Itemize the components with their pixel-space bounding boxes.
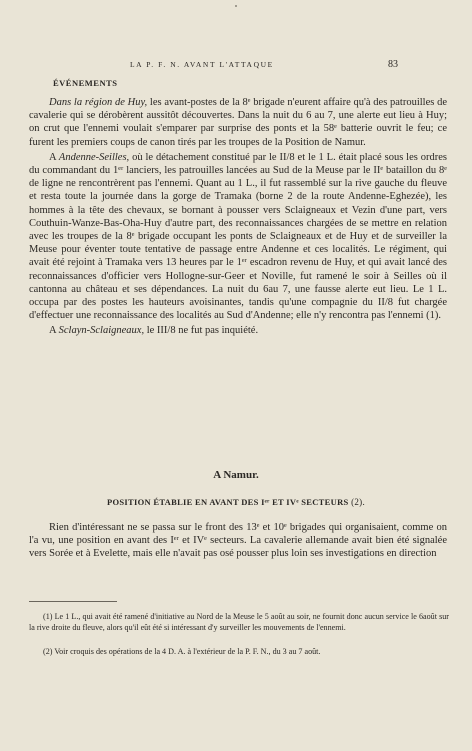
paragraph-huy [29, 96, 447, 149]
namur-body [29, 521, 447, 563]
events-heading: ÉVÉNEMENTS [53, 78, 118, 88]
paragraph-sclayn-lead: A [49, 325, 59, 337]
paragraph-andenne [29, 151, 447, 323]
running-title: LA P. F. N. AVANT L'ATTAQUE [130, 60, 274, 69]
events-body [29, 96, 447, 340]
section-subtitle-text: POSITION ÉTABLIE EN AVANT DES Iᵉʳ ET IVᵉ SECTEURS [106, 497, 349, 507]
running-header [0, 60, 472, 74]
paragraph-sclayn [29, 324, 447, 337]
place-andenne: Andenne-Seilles, [58, 151, 130, 163]
place-sclayn: Sclayn-Sclaigneaux, [58, 325, 145, 337]
footnote-rule [29, 601, 117, 602]
page-speck [235, 5, 237, 7]
footnote-2: (2) Voir croquis des opérations de la 4 D. A. à l'extérieur de la P. F. N., du 3 au 7 août. [43, 647, 321, 656]
page-number: 83 [388, 59, 398, 70]
section-subtitle-ref: (2). [348, 497, 366, 507]
footnote-1: (1) Le 1 L., qui avait été ramené d'initiative au Nord de la Meuse le 5 août au soir, ne fournit donc aucun service le 6août sur la rive droite du fleuve, alors qu'il eût été si intéressant d'y surveiller les mouvements de l'ennemi. [29, 612, 449, 633]
paragraph-andenne-lead: A [49, 151, 59, 163]
paragraph-andenne-text: où le détachement constitué par le II/8 et le 1 L. était placé sous les ordres du commandant du 1ᵉʳ lanciers, les patrouilles lancées au Sud de la Meuse par le IIᵉ bataillon du 8ᵉ de ligne ne rencontrèrent pas l'ennemi. Quant au 1 L., il fut rassemblé sur la rive gauche du fleuve et resta toute la journée dans la gorge de Tramaka (borne 2 de la route Andenne-Eghezée), les hommes à la tête des chevaux, se bornant à pousser vers Sclaigneaux et Vezin d'une part, vers Couthuin-Wanze-Bas-Oha-Huy d'autre part, des reconnaissances chargées de se mettre en relation avec les troupes de la 8ᵉ brigade occupant les ponts de Sclaigneaux et de Huy et de surveiller la Meuse pour éventer toute tentative de passage entre Andenne et ces localités. Le régiment, qui avait été rejoint à Tramaka vers 13 heures par le 1ᵉʳ escadron revenu de Huy, et qui avait lancé des reconnaissances d'officier vers Hollogne-sur-Geer et Noville, fut ramené le soir à Seilles où il cantonna au château et ses dépendances. La nuit du 6au 7, une fausse alerte eut lieu. Le 1 L. occupa par des postes les hauteurs avoisinantes, tandis qu'une compagnie du II/8 fut chargée d'effectuer une reconnaissance des localités au Sud d'Andenne; elle n'y rencontra pas l'ennemi (1). [29, 151, 447, 322]
section-subtitle [0, 497, 472, 507]
paragraph-sclayn-text: le III/8 ne fut pas inquiété. [144, 325, 259, 337]
paragraph-namur: Rien d'intéressant ne se passa sur le front des 13ᵉ et 10ᵉ brigades qui organisaient, comme on l'a vu, une position en avant des Iᵉʳ et IVᵉ secteurs. La cavalerie allemande avait bien été signalée vers Sorée et à Evelette, mais elle n'avait pas osé pousser plus loin ses investigations en direction [29, 522, 447, 560]
place-huy: Dans la région de Huy, [49, 97, 148, 108]
section-title: A Namur. [213, 469, 259, 481]
paragraph-huy-text: les avant-postes de la 8ᵉ brigade n'eurent affaire qu'à des patrouilles de cavalerie qui se dérobèrent aussitôt découvertes. Dans la nuit du 6 au 7, une alerte eut lieu à Huy; on crut que l'ennemi voulait s'emparer par surprise des ponts et la 58ᵉ batterie ouvrit le feu; ce furent les premiers coups de canon tirés par les troupes de la Position de Namur. [29, 97, 447, 148]
